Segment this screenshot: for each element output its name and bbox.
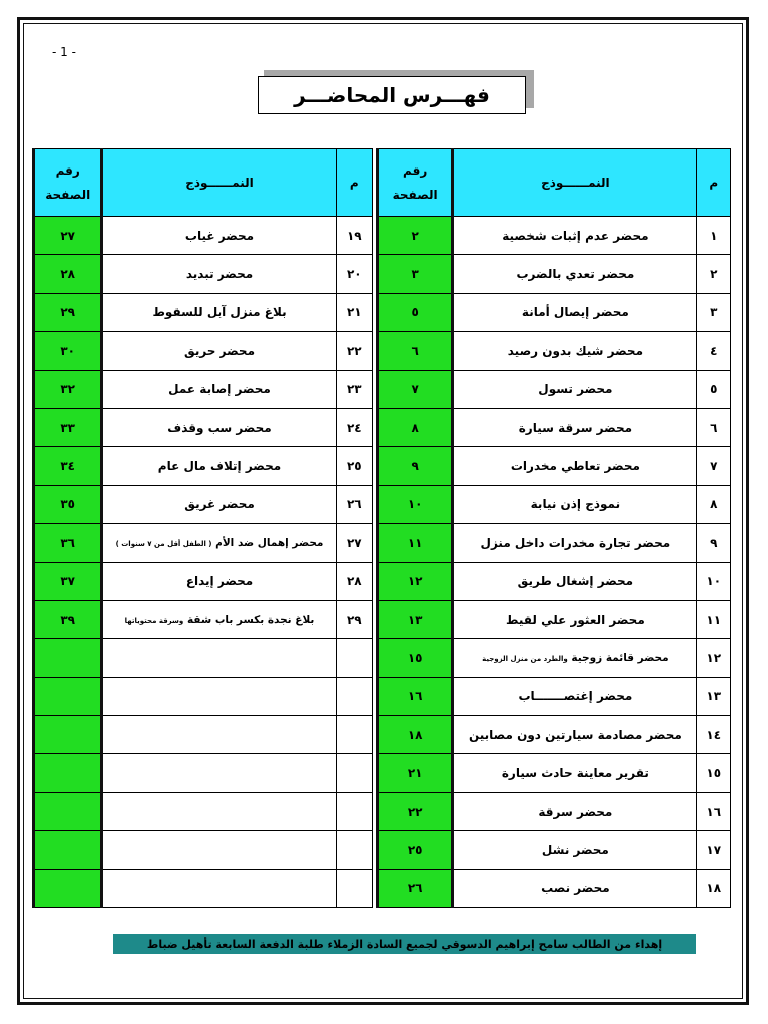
table-row: [34, 869, 373, 907]
row-page: ١٨: [378, 716, 453, 754]
row-model: محضر غياب: [102, 217, 336, 255]
row-model: محضر نشل: [453, 831, 697, 869]
table-row: [378, 831, 731, 869]
row-model: محضر تعدي بالضرب: [453, 255, 697, 293]
table-row: [378, 792, 731, 830]
row-model: [102, 639, 336, 677]
table-row: [34, 792, 373, 830]
row-number: ١١: [697, 600, 731, 638]
table-row: [34, 370, 373, 408]
table-row: [34, 600, 373, 638]
col-header-num: م: [336, 149, 372, 217]
table-header-row: [34, 149, 373, 217]
row-number: [336, 677, 372, 715]
row-number: ٥: [697, 370, 731, 408]
row-page: ٣٤: [34, 447, 102, 485]
row-model-main: محضر قائمة زوجية: [571, 651, 669, 664]
row-page: ٣٩: [34, 600, 102, 638]
row-model: محضر نصب: [453, 869, 697, 907]
table-row: [378, 600, 731, 638]
row-number: [336, 754, 372, 792]
row-model: محضر غريق: [102, 485, 336, 523]
row-model: محضر العثور علي لقيط: [453, 600, 697, 638]
dedication-footer: إهداء من الطالب سامح إبراهيم الدسوقي لجميع السادة الزملاء طلبة الدفعة السابعة تأهيل ضباط: [113, 934, 696, 954]
row-model: [102, 716, 336, 754]
row-model: محضر تبديد: [102, 255, 336, 293]
row-number: ٢١: [336, 293, 372, 331]
row-page: [34, 677, 102, 715]
row-page: ٢: [378, 217, 453, 255]
row-number: [336, 792, 372, 830]
table-row: [34, 639, 373, 677]
row-page: ٧: [378, 370, 453, 408]
col-header-model: النمــــــوذج: [453, 149, 697, 217]
row-page: ٣٥: [34, 485, 102, 523]
row-model: محضر حريق: [102, 332, 336, 370]
row-page: ٢٩: [34, 293, 102, 331]
index-table-left: [32, 148, 373, 908]
row-page: ١٣: [378, 600, 453, 638]
row-number: ٤: [697, 332, 731, 370]
row-number: ٨: [697, 485, 731, 523]
row-number: ٢٦: [336, 485, 372, 523]
col-header-page-line1: رقم: [55, 163, 80, 178]
row-model: تقرير معاينة حادث سيارة: [453, 754, 697, 792]
row-number: ١٠: [697, 562, 731, 600]
row-model: [102, 792, 336, 830]
row-page: ٢١: [378, 754, 453, 792]
row-number: ٢٥: [336, 447, 372, 485]
table-row: [378, 869, 731, 907]
row-page: ٣٠: [34, 332, 102, 370]
row-number: ٢٤: [336, 408, 372, 446]
row-page: ٣: [378, 255, 453, 293]
row-page: ٦: [378, 332, 453, 370]
row-model: محضر تجارة مخدرات داخل منزل: [453, 524, 697, 562]
row-number: [336, 639, 372, 677]
row-model: [102, 831, 336, 869]
table-row: [378, 639, 731, 677]
table-row: [34, 677, 373, 715]
row-number: ١٢: [697, 639, 731, 677]
table-row: [34, 524, 373, 562]
row-model: محضر إيداع: [102, 562, 336, 600]
row-page: [34, 716, 102, 754]
col-header-num: م: [697, 149, 731, 217]
row-page: ١٠: [378, 485, 453, 523]
row-model: محضر إتلاف مال عام: [102, 447, 336, 485]
row-page: ٢٥: [378, 831, 453, 869]
table-row: [378, 447, 731, 485]
row-model: [102, 524, 336, 562]
row-number: [336, 869, 372, 907]
row-model: نموذج إذن نيابة: [453, 485, 697, 523]
table-row: [378, 524, 731, 562]
row-page: [34, 639, 102, 677]
row-model-main: محضر إهمال ضد الأم: [215, 536, 324, 549]
row-number: ٢٧: [336, 524, 372, 562]
table-row: [378, 754, 731, 792]
row-page: ٨: [378, 408, 453, 446]
row-number: ١٤: [697, 716, 731, 754]
row-model: محضر إصابة عمل: [102, 370, 336, 408]
row-model: محضر شيك بدون رصيد: [453, 332, 697, 370]
row-number: ١: [697, 217, 731, 255]
row-model: [102, 869, 336, 907]
table-row: [378, 562, 731, 600]
table-row: [378, 255, 731, 293]
table-row: [378, 370, 731, 408]
row-number: ٢٩: [336, 600, 372, 638]
row-model: محضر إغتصـــــــاب: [453, 677, 697, 715]
row-model-note: ( الطفل أقل من ٧ سنوات ): [115, 539, 212, 548]
table-row: [34, 255, 373, 293]
row-number: [336, 716, 372, 754]
row-page: ٣٣: [34, 408, 102, 446]
row-model: محضر إيصال أمانة: [453, 293, 697, 331]
row-page: ٢٨: [34, 255, 102, 293]
row-page: ٩: [378, 447, 453, 485]
col-header-page-line2: الصفحة: [392, 187, 438, 202]
row-number: ٧: [697, 447, 731, 485]
row-model: بلاغ منزل آيل للسقوط: [102, 293, 336, 331]
col-header-model: النمــــــوذج: [102, 149, 336, 217]
row-number: [336, 831, 372, 869]
row-number: ١٦: [697, 792, 731, 830]
row-model: محضر مصادمة سيارتين دون مصابين: [453, 716, 697, 754]
col-header-page-line1: رقم: [403, 163, 428, 178]
page-number: - 1 -: [52, 45, 76, 59]
table-row: [34, 217, 373, 255]
table-row: [34, 408, 373, 446]
row-model-note: والطرد من منزل الزوجية: [482, 654, 568, 663]
row-number: ٦: [697, 408, 731, 446]
table-row: [34, 716, 373, 754]
row-model: محضر سرقة: [453, 792, 697, 830]
row-model: محضر سب وقذف: [102, 408, 336, 446]
row-number: ١٧: [697, 831, 731, 869]
col-header-page: [34, 149, 102, 217]
table-row: [34, 332, 373, 370]
row-number: ٢٣: [336, 370, 372, 408]
row-page: ٥: [378, 293, 453, 331]
col-header-page: [378, 149, 453, 217]
row-model-main: بلاغ نجدة بكسر باب شقة: [186, 613, 315, 626]
row-number: ٢٨: [336, 562, 372, 600]
row-number: ٢٠: [336, 255, 372, 293]
row-number: ٢: [697, 255, 731, 293]
row-page: ٢٢: [378, 792, 453, 830]
row-model: [102, 677, 336, 715]
row-page: [34, 831, 102, 869]
table-row: [378, 332, 731, 370]
table-header-row: [378, 149, 731, 217]
row-page: ٣٧: [34, 562, 102, 600]
row-page: [34, 754, 102, 792]
row-page: ١٥: [378, 639, 453, 677]
row-number: ١٣: [697, 677, 731, 715]
row-page: ٢٦: [378, 869, 453, 907]
row-model: محضر تسول: [453, 370, 697, 408]
page-title: فهـــرس المحاضـــر: [258, 76, 526, 114]
row-number: ١٨: [697, 869, 731, 907]
index-table-right: [376, 148, 731, 908]
table-row: [378, 293, 731, 331]
row-model: [102, 754, 336, 792]
table-row: [378, 677, 731, 715]
row-number: ٣: [697, 293, 731, 331]
row-model: محضر تعاطي مخدرات: [453, 447, 697, 485]
row-model: محضر عدم إثبات شخصية: [453, 217, 697, 255]
row-model: محضر سرقة سيارة: [453, 408, 697, 446]
row-page: ١٢: [378, 562, 453, 600]
row-page: [34, 869, 102, 907]
table-row: [34, 754, 373, 792]
row-page: ١٦: [378, 677, 453, 715]
row-page: ٣٢: [34, 370, 102, 408]
row-page: ١١: [378, 524, 453, 562]
row-model: محضر إشغال طريق: [453, 562, 697, 600]
row-page: ٣٦: [34, 524, 102, 562]
row-model: [453, 639, 697, 677]
row-number: ٩: [697, 524, 731, 562]
table-row: [34, 562, 373, 600]
table-row: [34, 831, 373, 869]
row-model: [102, 600, 336, 638]
table-row: [378, 217, 731, 255]
row-number: ٢٢: [336, 332, 372, 370]
table-row: [378, 716, 731, 754]
row-number: ١٩: [336, 217, 372, 255]
table-row: [378, 485, 731, 523]
col-header-page-line2: الصفحة: [45, 187, 91, 202]
row-number: ١٥: [697, 754, 731, 792]
table-row: [378, 408, 731, 446]
row-model-note: وسرقة محتوياتها: [124, 616, 184, 625]
row-page: ٢٧: [34, 217, 102, 255]
row-page: [34, 792, 102, 830]
table-row: [34, 485, 373, 523]
table-row: [34, 293, 373, 331]
table-row: [34, 447, 373, 485]
